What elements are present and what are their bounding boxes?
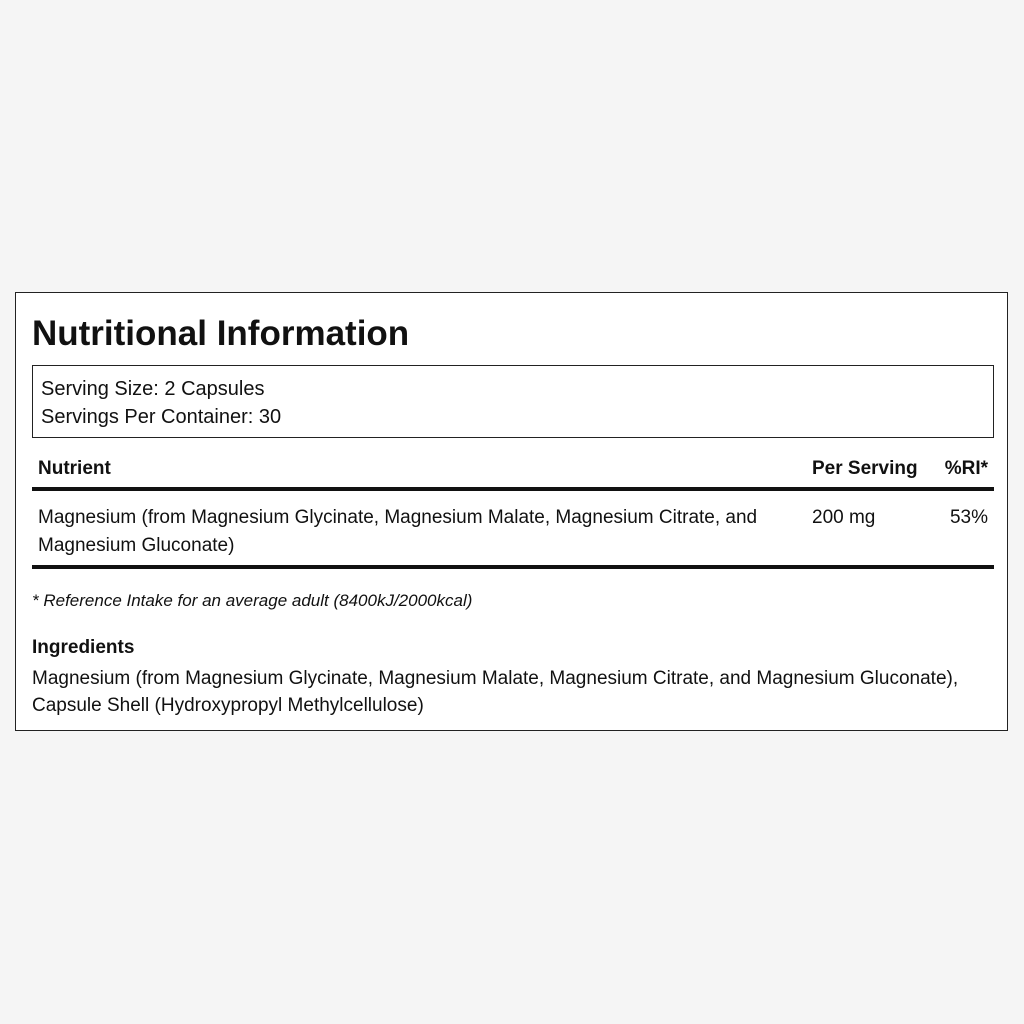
header-ri: %RI* (944, 458, 988, 479)
label-title: Nutritional Information (32, 314, 410, 353)
nutrient-per-serving: 200 mg (812, 507, 876, 528)
nutrition-label (15, 292, 1008, 731)
header-per-serving: Per Serving (812, 458, 918, 479)
serving-info-box (32, 365, 994, 438)
header-nutrient: Nutrient (38, 458, 111, 479)
table-header (32, 455, 994, 491)
serving-size: Serving Size: 2 Capsules (41, 378, 265, 400)
servings-per-container: Servings Per Container: 30 (41, 406, 282, 428)
ingredients-heading: Ingredients (32, 637, 135, 658)
nutrient-table (32, 455, 994, 569)
table-row (32, 491, 994, 569)
nutrient-ri: 53% (949, 507, 988, 528)
reference-intake-footnote: * Reference Intake for an average adult (8400kJ/2000kcal) (32, 591, 473, 610)
nutrient-name: Magnesium (from Magnesium Glycinate, Magnesium Malate, Magnesium Citrate, and Magnesium Gluconate) (38, 507, 758, 556)
ingredients-text: Magnesium (from Magnesium Glycinate, Magnesium Malate, Magnesium Citrate, and Magnesium Gluconate), Capsule Shell (Hydroxypropyl Methylcellulose) (32, 668, 959, 716)
